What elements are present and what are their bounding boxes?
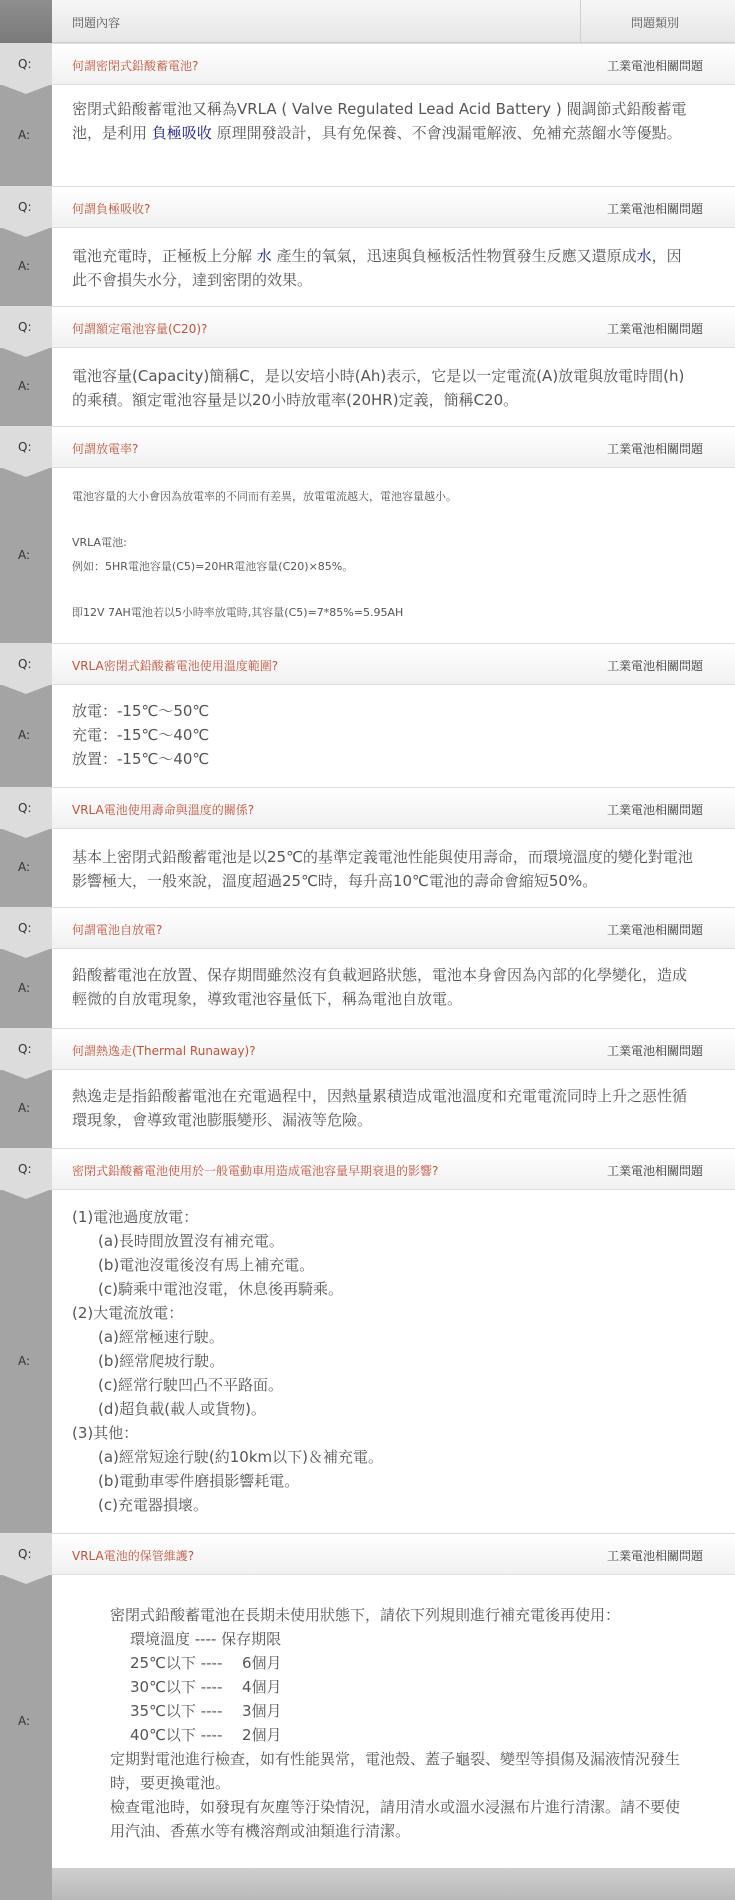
- answer-text: [72, 244, 695, 292]
- q-marker: Q:: [18, 320, 32, 334]
- footer-label-cell: [0, 1868, 52, 1900]
- notch-arrow: [0, 1189, 52, 1199]
- answer-row: [0, 348, 735, 426]
- a-marker: A:: [18, 1353, 31, 1368]
- question-category: 工業電池相關問題: [606, 202, 703, 216]
- q-label-cell: [0, 187, 52, 227]
- a-marker: A:: [18, 127, 31, 142]
- q-label-cell: [0, 1149, 52, 1189]
- answer-line: (1)電池過度放電：: [72, 1208, 199, 1226]
- question-category: 工業電池相關問題: [606, 322, 703, 336]
- storage-row: [110, 1723, 693, 1747]
- answer-segment: ，因此不會損失水分，達到密閉的效果。: [72, 247, 682, 289]
- category-column-title: 問題類別: [631, 16, 680, 30]
- answer-line: (a)經常短途行駛(約10km以下)＆補充電。: [98, 1448, 383, 1466]
- a-marker: A:: [18, 980, 31, 995]
- q-label-cell: [0, 908, 52, 948]
- notch-arrow: [0, 684, 52, 694]
- a-marker: A:: [18, 1101, 31, 1115]
- question-link[interactable]: VRLA電池的保管維護?: [72, 1549, 195, 1563]
- a-marker: A:: [18, 379, 31, 393]
- question-row[interactable]: [0, 787, 735, 829]
- column-divider: [580, 0, 581, 43]
- storage-row: [110, 1651, 693, 1675]
- storage-temp: 40℃以下 ----: [130, 1726, 223, 1744]
- a-label-cell: [0, 468, 52, 643]
- notch-arrow: [0, 84, 52, 94]
- storage-temp: 35℃以下 ----: [130, 1702, 223, 1720]
- question-category: 工業電池相關問題: [606, 923, 703, 937]
- answer-highlight: 負極吸收: [151, 124, 212, 142]
- question-category: 工業電池相關問題: [606, 1164, 703, 1178]
- answer-line: (b)經常爬坡行駛。: [98, 1352, 225, 1370]
- q-marker: Q:: [18, 1162, 32, 1176]
- storage-table-header: 環境溫度 ---- 保存期限: [130, 1630, 282, 1648]
- answer-line: (c)充電器損壞。: [98, 1496, 208, 1514]
- answer-line: (d)超負載(載人或貨物)。: [98, 1400, 266, 1418]
- notch-arrow: [0, 828, 52, 838]
- question-link[interactable]: 何謂密閉式鉛酸蓄電池?: [72, 59, 199, 73]
- q-label-cell: [0, 427, 52, 467]
- question-column-title: 問題內容: [72, 16, 121, 30]
- notch-arrow: [0, 227, 52, 237]
- header-label-cell: [0, 0, 52, 43]
- question-link[interactable]: 何謂熱逸走(Thermal Runaway)?: [72, 1044, 256, 1058]
- q-label-cell: [0, 788, 52, 828]
- question-link[interactable]: 密閉式鉛酸蓄電池使用於一般電動車用造成電池容量早期衰退的影響?: [72, 1164, 439, 1178]
- notch-arrow: [0, 1069, 52, 1079]
- answer-text: [72, 1205, 695, 1517]
- answer-line: 檢查電池時，如發現有灰塵等汙染情況，請用清水或溫水浸濕布片進行清潔。請不要使用汽油、香蕉水等有機溶劑或油類進行清潔。: [110, 1798, 681, 1840]
- question-category: 工業電池相關問題: [606, 803, 703, 817]
- question-row[interactable]: [0, 43, 735, 85]
- q-label-cell: [0, 1029, 52, 1069]
- q-marker: Q:: [18, 57, 32, 71]
- a-label-cell: [0, 1070, 52, 1148]
- answer-line: 即12V 7AH電池若以5小時率放電時,其容量(C5)=7*85%=5.95AH: [72, 606, 404, 619]
- answer-segment: 產生的氧氣，迅速與負極板活性物質發生反應又還原成: [271, 247, 637, 265]
- answer-segment: 密閉式鉛酸蓄電池又稱為VRLA ( Valve Regulated Lead Acid Battery ) 閥調節式鉛酸蓄電池，是利用: [72, 100, 687, 142]
- question-link[interactable]: 何謂負極吸收?: [72, 202, 151, 216]
- answer-line: (c)經常行駛凹凸不平路面。: [98, 1376, 283, 1394]
- a-label-cell: [0, 1575, 52, 1868]
- answer-highlight: 水: [636, 247, 652, 265]
- question-link[interactable]: 何謂額定電池容量(C20)?: [72, 322, 208, 336]
- question-row[interactable]: [0, 643, 735, 685]
- a-marker: A:: [18, 860, 31, 874]
- answer-line: 例如：5HR電池容量(C5)=20HR電池容量(C20)×85%。: [72, 560, 354, 573]
- answer-text: 熱逸走是指鉛酸蓄電池在充電過程中，因熱量累積造成電池溫度和充電電流同時上升之惡性循環現象，會導致電池膨脹變形、漏液等危險。: [72, 1087, 688, 1129]
- answer-row: [0, 949, 735, 1028]
- answer-row: [0, 829, 735, 907]
- a-marker: A:: [18, 259, 31, 273]
- answer-row: [0, 685, 735, 787]
- answer-text: [110, 1603, 693, 1843]
- answer-line: 電池容量的大小會因為放電率的不同而有差異，放電電流越大，電池容量越小。: [72, 490, 457, 503]
- answer-text: 基本上密閉式鉛酸蓄電池是以25℃的基準定義電池性能與使用壽命，而環境溫度的變化對電池影響極大，一般來說，溫度超過25℃時，每升高10℃電池的壽命會縮短50%。: [72, 848, 693, 890]
- question-row[interactable]: [0, 426, 735, 468]
- notch-arrow: [0, 1574, 52, 1584]
- answer-line: (c)騎乘中電池沒電，休息後再騎乘。: [98, 1280, 343, 1298]
- answer-row: [0, 228, 735, 306]
- q-label-cell: [0, 644, 52, 684]
- answer-line: (3)其他：: [72, 1424, 139, 1442]
- answer-line: 定期對電池進行檢查，如有性能異常，電池殼、蓋子龜裂、變型等損傷及漏液情況發生時，要更換電池。: [110, 1750, 681, 1792]
- question-link[interactable]: VRLA電池使用壽命與溫度的關係?: [72, 803, 255, 817]
- question-category: 工業電池相關問題: [606, 442, 703, 456]
- q-marker: Q:: [18, 1547, 32, 1561]
- notch-arrow: [0, 347, 52, 357]
- question-category: 工業電池相關問題: [606, 1549, 703, 1563]
- answer-segment: 原理開發設計，具有免保養、不會洩漏電解液、免補充蒸餾水等優點。: [211, 124, 682, 142]
- question-row[interactable]: [0, 1533, 735, 1575]
- a-marker: A:: [18, 1713, 31, 1728]
- answer-line: (a)經常極速行駛。: [98, 1328, 224, 1346]
- table-footer: [0, 1868, 735, 1900]
- question-row[interactable]: [0, 1148, 735, 1190]
- answer-text: 鉛酸蓄電池在放置、保存期間雖然沒有負載迴路狀態，電池本身會因為內部的化學變化，造成輕微的自放電現象，導致電池容量低下，稱為電池自放電。: [72, 966, 688, 1008]
- question-category: 工業電池相關問題: [606, 1044, 703, 1058]
- q-label-cell: [0, 44, 52, 84]
- storage-period: 2個月: [242, 1726, 282, 1744]
- answer-row: [0, 468, 735, 643]
- answer-row: [0, 1190, 735, 1533]
- q-marker: Q:: [18, 801, 32, 815]
- answer-row: [0, 85, 735, 186]
- q-marker: Q:: [18, 440, 32, 454]
- answer-text: [72, 699, 695, 771]
- a-marker: A:: [18, 547, 31, 562]
- notch-arrow: [0, 948, 52, 958]
- answer-line: 放置：-15℃～40℃: [72, 750, 210, 768]
- storage-period: 3個月: [242, 1702, 282, 1720]
- answer-line: (b)電池沒電後沒有馬上補充電。: [98, 1256, 315, 1274]
- question-link[interactable]: 何謂電池自放電?: [72, 923, 163, 937]
- a-label-cell: [0, 949, 52, 1028]
- answer-line: 充電：-15℃～40℃: [72, 726, 210, 744]
- answer-row: [0, 1070, 735, 1148]
- storage-row: [110, 1675, 693, 1699]
- question-link[interactable]: 何謂放電率?: [72, 442, 139, 456]
- a-label-cell: [0, 685, 52, 787]
- answer-line: (a)長時間放置沒有補充電。: [98, 1232, 284, 1250]
- answer-row: [0, 1575, 735, 1868]
- question-row[interactable]: [0, 1028, 735, 1070]
- question-link[interactable]: VRLA密閉式鉛酸蓄電池使用溫度範圍?: [72, 659, 279, 673]
- a-marker: A:: [18, 728, 31, 742]
- q-marker: Q:: [18, 657, 32, 671]
- answer-text: [72, 488, 695, 622]
- q-marker: Q:: [18, 200, 32, 214]
- question-row[interactable]: [0, 306, 735, 348]
- answer-line: VRLA電池:: [72, 536, 127, 549]
- question-category: 工業電池相關問題: [606, 59, 703, 73]
- q-marker: Q:: [18, 1042, 32, 1056]
- q-marker: Q:: [18, 921, 32, 935]
- answer-line: 放電：-15℃～50℃: [72, 702, 210, 720]
- storage-row: [110, 1699, 693, 1723]
- storage-period: 4個月: [242, 1678, 282, 1696]
- question-row[interactable]: [0, 186, 735, 228]
- storage-temp: 30℃以下 ----: [130, 1678, 223, 1696]
- storage-period: 6個月: [242, 1654, 282, 1672]
- answer-text: [72, 97, 695, 145]
- a-label-cell: [0, 1190, 52, 1533]
- notch-arrow: [0, 467, 52, 477]
- a-label-cell: [0, 85, 52, 186]
- answer-text: 電池容量(Capacity)簡稱C，是以安培小時(Ah)表示，它是以一定電流(A)放電與放電時間(h)的乘積。額定電池容量是以20小時放電率(20HR)定義，簡稱C20。: [72, 367, 685, 409]
- answer-highlight: 水: [256, 247, 272, 265]
- answer-line: (2)大電流放電：: [72, 1304, 184, 1322]
- question-row[interactable]: [0, 907, 735, 949]
- q-label-cell: [0, 307, 52, 347]
- a-label-cell: [0, 829, 52, 907]
- question-category: 工業電池相關問題: [606, 659, 703, 673]
- answer-line: 密閉式鉛酸蓄電池在長期未使用狀態下，請依下列規則進行補充電後再使用：: [110, 1606, 621, 1624]
- answer-segment: 電池充電時，正極板上分解: [72, 247, 257, 265]
- answer-line: (b)電動車零件磨損影響耗電。: [98, 1472, 300, 1490]
- storage-temp: 25℃以下 ----: [130, 1654, 223, 1672]
- a-label-cell: [0, 348, 52, 426]
- table-header: [0, 0, 735, 43]
- a-label-cell: [0, 228, 52, 306]
- q-label-cell: [0, 1534, 52, 1574]
